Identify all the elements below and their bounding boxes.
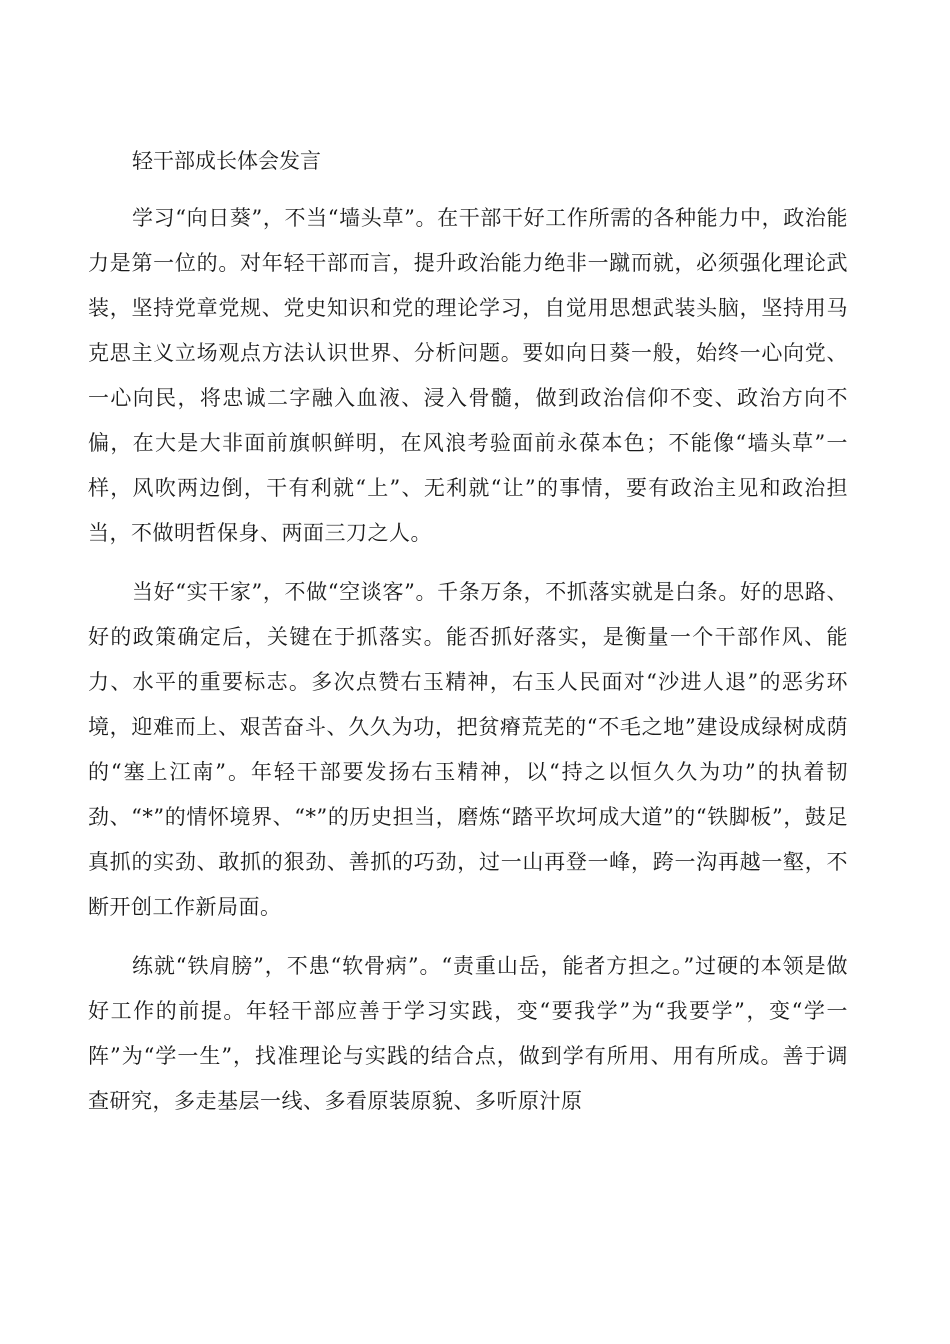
paragraph-practical-work: 当好“实干家”，不做“空谈客”。千条万条，不抓落实就是白条。好的思路、好的政策确定后，关键在于抓落实。能否抓好落实，是衡量一个干部作风、能力、水平的重要标志。多次点赞右玉精神，右玉人民面对“沙进人退”的恶劣环境，迎难而上、艰苦奋斗、久久为功，把贫瘠荒芜的“不毛之地”建设成绿树成荫的“塞上江南”。年轻干部要发扬右玉精神，以“持之以恒久久为功”的执着韧劲、“*”的情怀境界、“*”的历史担当，磨炼“踏平坎坷成大道”的“铁脚板”，鼓足真抓的实劲、敢抓的狠劲、善抓的巧劲，过一山再登一峰，跨一沟再越一壑，不断开创工作新局面。 [88, 580, 848, 919]
paragraph-political-ability: 学习“向日葵”，不当“墙头草”。在干部干好工作所需的各种能力中，政治能力是第一位的。对年轻干部而言，提升政治能力绝非一蹴而就，必须强化理论武装，坚持党章党规、党史知识和党的理论学习，自觉用思想武装头脑，坚持用马克思主义立场观点方法认识世界、分析问题。要如向日葵一般，始终一心向党、一心向民，将忠诚二字融入血液、浸入骨髓，做到政治信仰不变、政治方向不偏，在大是大非面前旗帜鲜明，在风浪考验面前永葆本色；不能像“墙头草”一样，风吹两边倒，干有利就“上”、无利就“让”的事情，要有政治主见和政治担当，不做明哲保身、两面三刀之人。 [88, 206, 848, 545]
document-page [88, 140, 848, 1138]
document-title: 轻干部成长体会发言 [132, 149, 321, 173]
paragraph-responsibility: 练就“铁肩膀”，不患“软骨病”。“责重山岳，能者方担之。”过硬的本领是做好工作的前提。年轻干部应善于学习实践，变“要我学”为“我要学”，变“学一阵”为“学一生”，找准理论与实践的结合点，做到学有所用、用有所成。善于调查研究，多走基层一线、多看原装原貌、多听原汁原 [88, 954, 848, 1113]
